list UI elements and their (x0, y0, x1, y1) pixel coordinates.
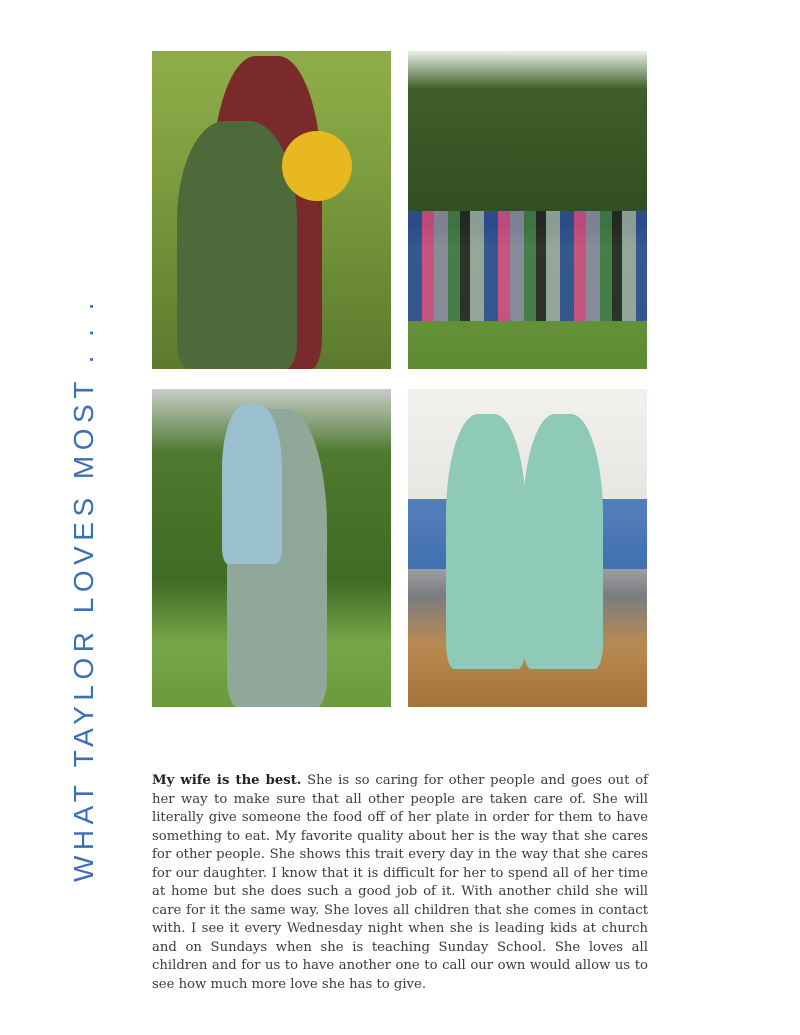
body-text: She is so caring for other people and goes out of her way to make sure that all other people are taken care of. She will literally give someone the food off of her plate in order for them to have something to eat. My favorite quality about her is the way that she cares for other people. She shows this trait every day in the way that she cares for our daughter. I know that it is difficult for her to spend all of her time at home but she does such a good job of it. With another child she will care for it the same way. She loves all children that she comes in contact with. I see it every Wednesday night when she is leading kids at church and on Sundays when she is teaching Sunday School. She loves all children and for us to have another one to call our own would allow us to see how much more love she has to give. (152, 773, 648, 992)
photo-mother-holding-daughter (152, 389, 391, 707)
page-title: WHAT TAYLOR LOVES MOST . . . (68, 297, 99, 882)
photo-group-of-women (408, 51, 647, 369)
photo-two-women-church (408, 389, 647, 707)
body-lead: My wife is the best. (152, 773, 302, 788)
body-paragraph (152, 772, 648, 994)
photo-mother-daughter-sunflowers (152, 51, 391, 369)
